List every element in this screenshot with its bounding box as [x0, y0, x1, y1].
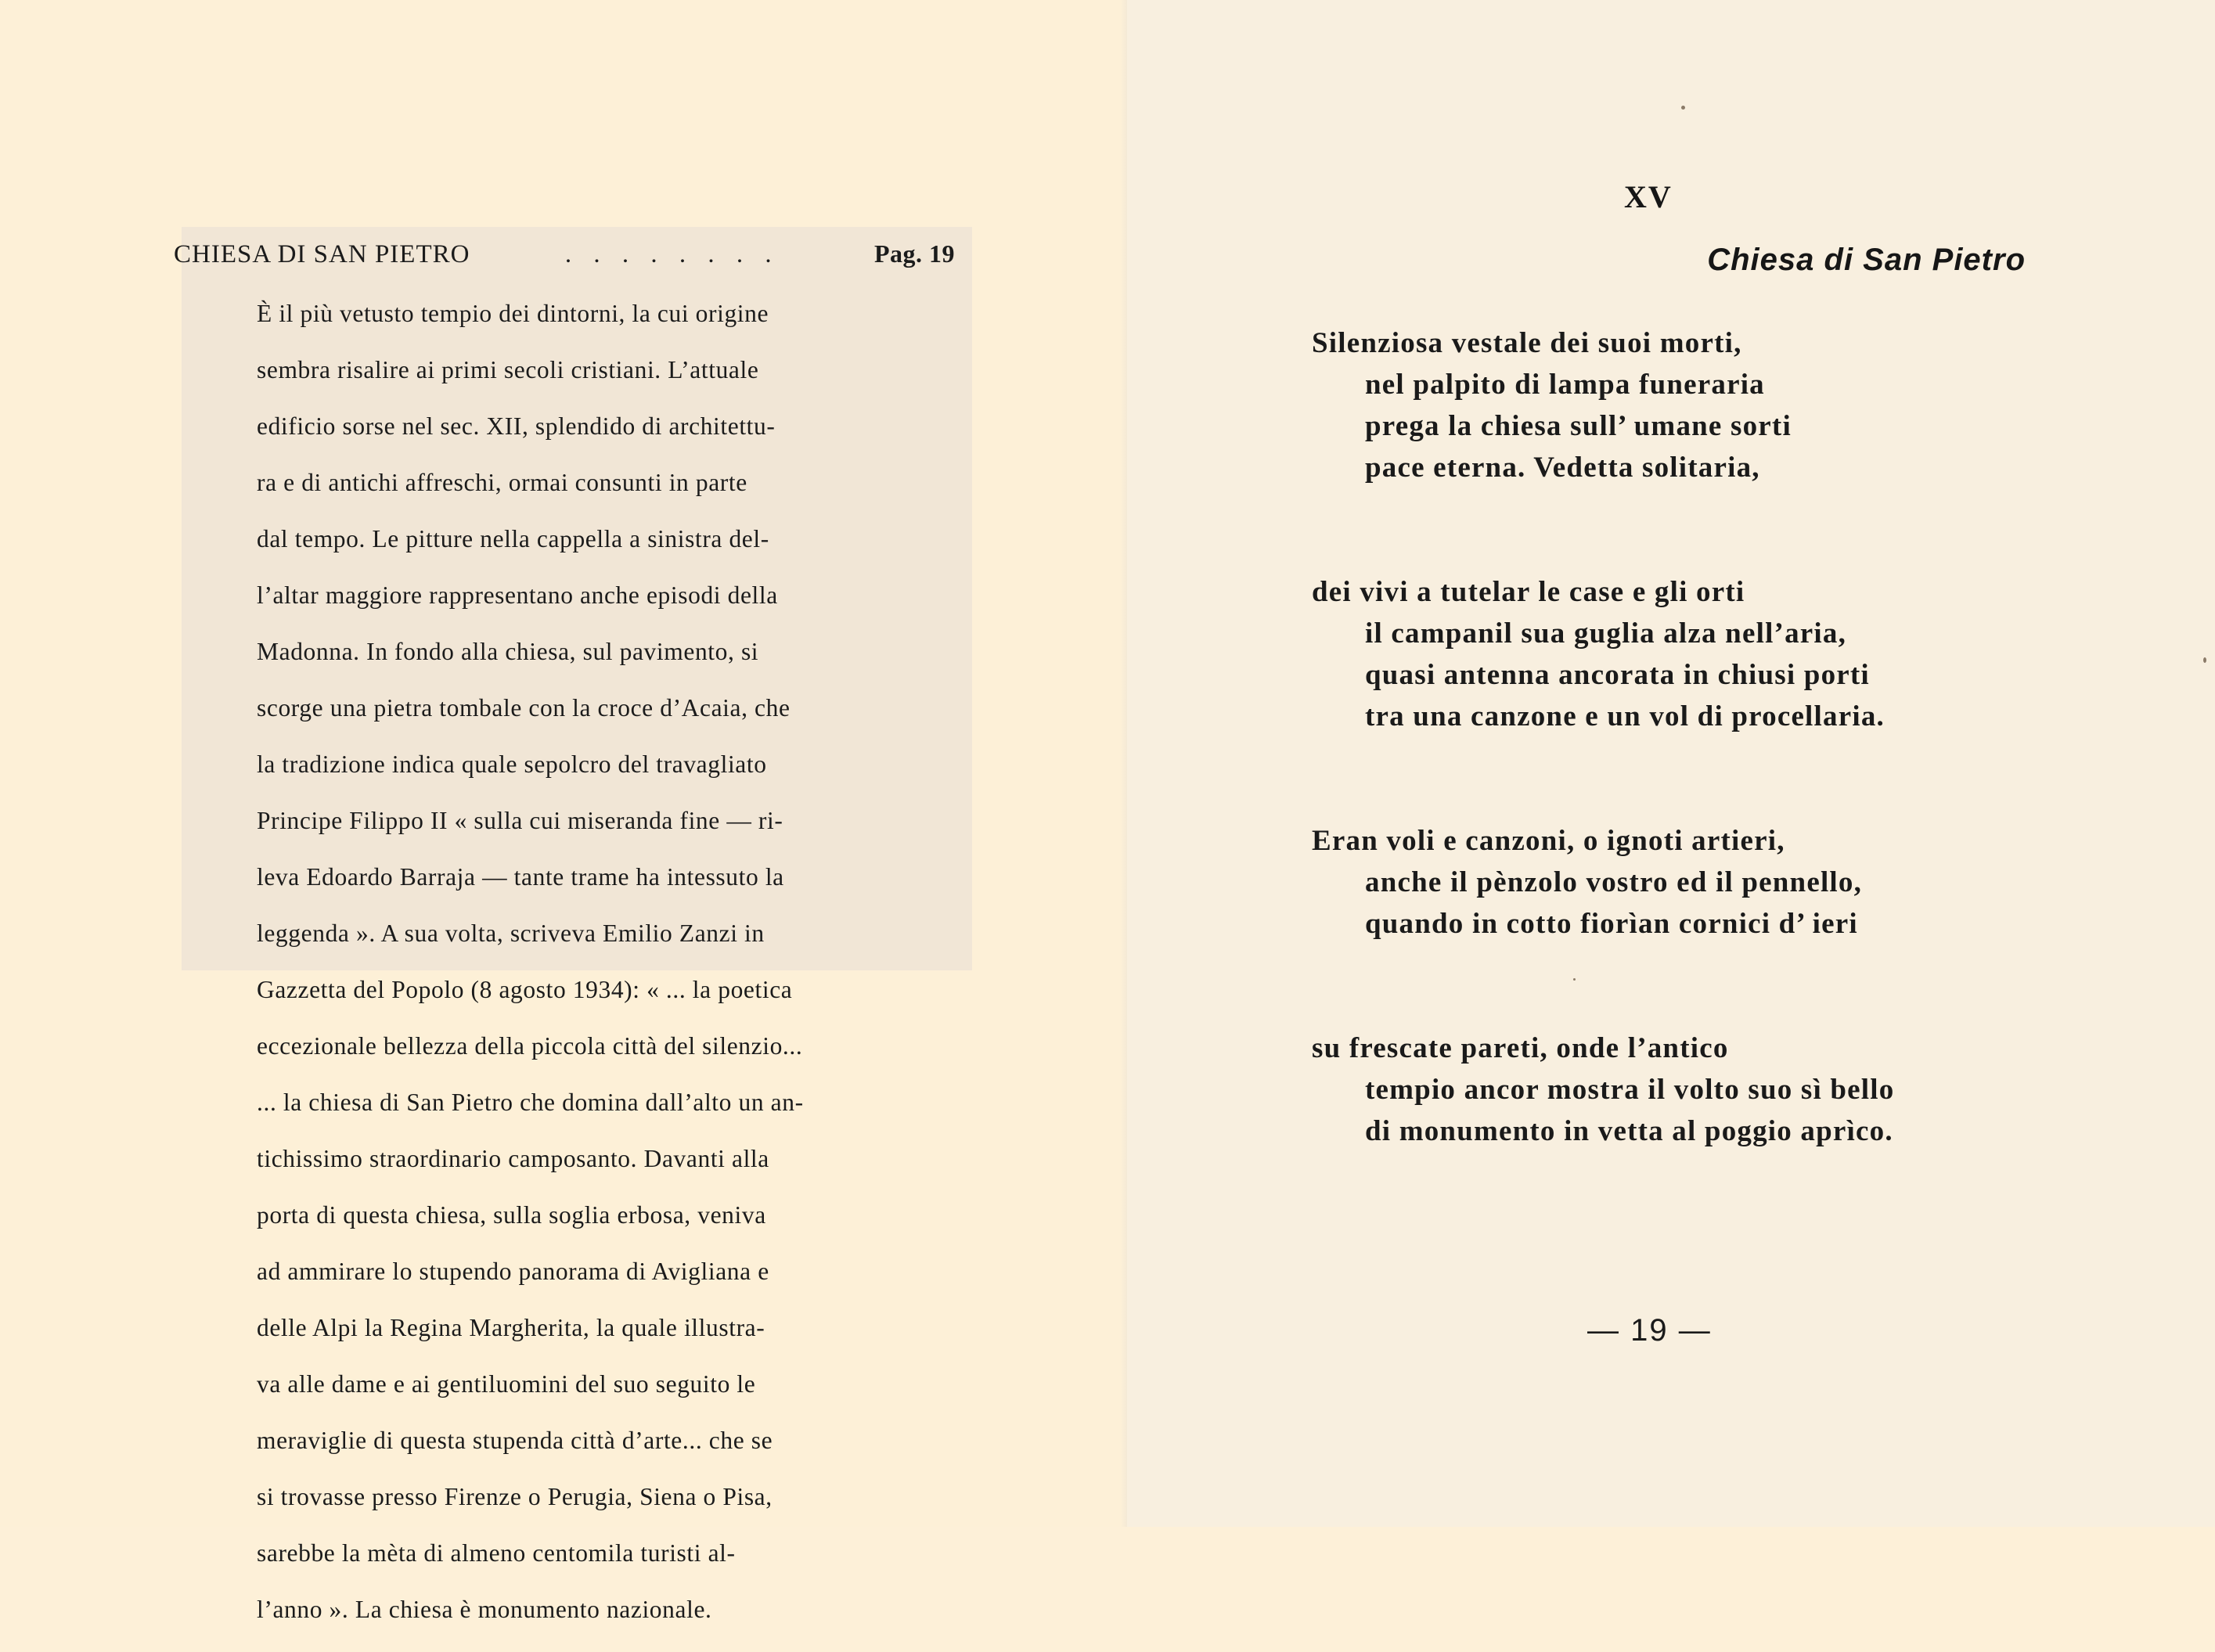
verse-line: pace eterna. Vedetta solitaria,	[1365, 452, 1760, 484]
clipping-line: Principe Filippo II « sulla cui miseranda fine — ri-	[257, 807, 783, 834]
clipping-line: scorge una pietra tombale con la croce d’Acaia, che	[257, 694, 791, 722]
clipping-line: l’altar maggiore rappresentano anche episodi della	[257, 581, 778, 609]
clipping-header	[174, 236, 955, 272]
verse-line: il campanil sua guglia alza nell’aria,	[1365, 617, 1847, 650]
clipping-line: la tradizione indica quale sepolcro del travagliato	[257, 750, 767, 778]
verse-line: prega la chiesa sull’ umane sorti	[1365, 410, 1792, 442]
clipping-line: porta di questa chiesa, sulla soglia erbosa, veniva	[257, 1201, 766, 1229]
clipping-line: ad ammirare lo stupendo panorama di Avigliana e	[257, 1258, 769, 1285]
clipping-line: È il più vetusto tempio dei dintorni, la cui origine	[257, 300, 769, 327]
verse-line: tra una canzone e un vol di procellaria.	[1365, 700, 1885, 732]
clipping-line: leva Edoardo Barraja — tante trame ha intessuto la	[257, 863, 784, 891]
verse-line: su frescate pareti, onde l’antico	[1312, 1032, 1729, 1064]
verse-line: quando in cotto fiorìan cornici d’ ieri	[1365, 908, 1858, 940]
verse-line: nel palpito di lampa funeraria	[1365, 369, 1765, 401]
verse-line: Silenziosa vestale dei suoi morti,	[1312, 327, 1742, 359]
verse-line: dei vivi a tutelar le case e gli orti	[1312, 576, 1745, 608]
stanza-4	[1312, 1028, 1894, 1152]
clipping-line: dal tempo. Le pitture nella cappella a sinistra del-	[257, 525, 769, 552]
verse-line: anche il pènzolo vostro ed il pennello,	[1365, 866, 1863, 898]
clipping-page-ref: Pag. 19	[873, 239, 955, 268]
paper-speck	[1681, 106, 1685, 110]
stanza-1	[1312, 322, 1894, 488]
clipping-line: l’anno ». La chiesa è monumento nazionale.	[257, 1596, 712, 1623]
clipping-leader-dots: . . . . . . . .	[564, 240, 780, 268]
clipping-title: CHIESA DI SAN PIETRO	[174, 240, 470, 268]
clipping-line: va alle dame e ai gentiluomini del suo seguito le	[257, 1370, 756, 1398]
clipping-body	[182, 272, 955, 1652]
poem-numeral: XV	[1624, 179, 1673, 214]
clipping-line: leggenda ». A sua volta, scriveva Emilio Zanzi in	[257, 920, 765, 947]
poem-title: Chiesa di San Pietro	[1707, 243, 2026, 277]
clipping-line: edificio sorse nel sec. XII, splendido di architettu-	[257, 412, 776, 440]
clipping-line: Gazzetta del Popolo (8 agosto 1934): « ... la poetica	[257, 976, 793, 1003]
clipping-line: sarebbe la mèta di almeno centomila turisti al-	[257, 1539, 736, 1567]
clipping-line: ra e di antichi affreschi, ormai consunti in parte	[257, 469, 747, 496]
newspaper-clipping	[174, 227, 972, 1623]
clipping-line: delle Alpi la Regina Margherita, la quale illustra-	[257, 1314, 765, 1341]
page-number: — 19 —	[1587, 1313, 1712, 1348]
clipping-line: tichissimo straordinario camposanto. Davanti alla	[257, 1145, 769, 1172]
verse-line: tempio ancor mostra il volto suo sì bello	[1365, 1074, 1895, 1106]
verse-line: di monumento in vetta al poggio aprìco.	[1365, 1115, 1893, 1147]
clipping-line: si trovasse presso Firenze o Perugia, Siena o Pisa,	[257, 1483, 773, 1510]
clipping-line: Madonna. In fondo alla chiesa, sul pavimento, si	[257, 638, 759, 665]
poem	[1312, 322, 1894, 1235]
left-page	[0, 0, 1127, 1623]
stanza-3	[1312, 820, 1894, 945]
clipping-line: eccezionale bellezza della piccola città del silenzio...	[257, 1032, 803, 1060]
verse-line: Eran voli e canzoni, o ignoti artieri,	[1312, 825, 1785, 857]
stanza-2	[1312, 571, 1894, 737]
paper-speck	[2203, 657, 2206, 663]
clipping-line: meraviglie di questa stupenda città d’arte... che se	[257, 1427, 773, 1454]
clipping-line: ... la chiesa di San Pietro che domina dall’alto un an-	[257, 1089, 804, 1116]
clipping-line: sembra risalire ai primi secoli cristiani. L’attuale	[257, 356, 759, 383]
verse-line: quasi antenna ancorata in chiusi porti	[1365, 659, 1870, 691]
